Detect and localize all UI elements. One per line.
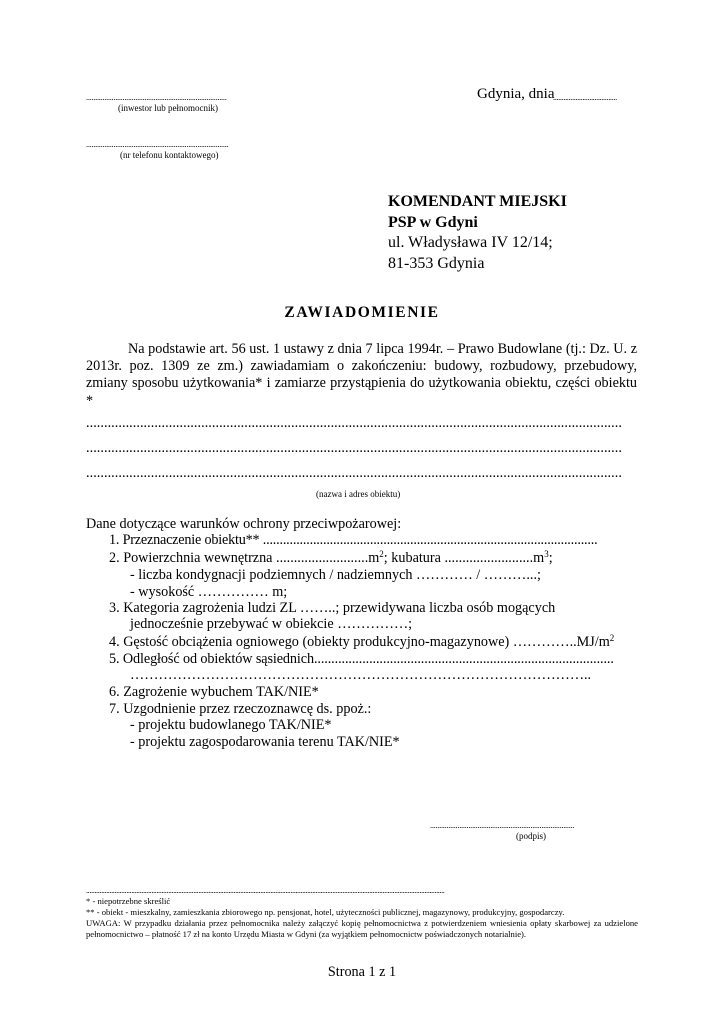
item-5-line-2[interactable]: …………………………………………………………………………………….. — [130, 667, 592, 683]
item-7-site-project: - projektu zagospodarowania terenu TAK/NIE* — [130, 734, 400, 750]
intro-paragraph: Na podstawie art. 56 ust. 1 ustawy z dnia 7 lipca 1994r. – Prawo Budowlane (tj.: Dz. U. z 2013r. poz. 1309 ze zm.) zawiadamiam o zakończeniu: budowy, rozbudowy, przebudowy, zmiany sposobu użytkowania* i zamiarze przystąpienia do użytkowania obiektu, części obiektu * — [86, 341, 637, 409]
item-3-line-2[interactable]: jednocześnie przebywać w obiekcie ……………; — [130, 616, 413, 632]
addressee-line4: 81-353 Gdynia — [388, 255, 485, 272]
item-5-line-1[interactable]: 5. Odległość od obiektów sąsiednich....................................................................................... — [109, 651, 614, 667]
object-caption: (nazwa i adres obiektu) — [316, 489, 401, 499]
item-1-text: 1. Przeznaczenie obiektu** .................................................................................................... — [109, 532, 598, 548]
signature-caption: (podpis) — [516, 831, 546, 841]
item-2-floors[interactable]: - liczba kondygnacji podziemnych / nadziemnych ………… / ………...; — [130, 567, 541, 583]
item-2-sup-volume: 3 — [544, 549, 549, 559]
signature-dots[interactable]: ............................................................................... — [430, 820, 575, 830]
footnote-1: * - niepotrzebne skreślić — [86, 896, 171, 906]
page-number: Strona 1 z 1 — [327, 964, 397, 980]
phone-caption: (nr telefonu kontaktowego) — [120, 150, 219, 160]
item-4-sup: 2 — [609, 633, 615, 643]
object-dots-line-2[interactable]: ..................................................................................................................................................... — [86, 440, 622, 456]
footnotes-block — [86, 896, 638, 940]
item-3-line-1[interactable]: 3. Kategoria zagrożenia ludzi ZL ……..; przewidywana liczba osób mogących — [109, 600, 556, 616]
fire-data-heading: Dane dotyczące warunków ochrony przeciwpożarowej: — [86, 516, 402, 532]
document-title: ZAWIADOMIENIE — [284, 304, 440, 321]
object-dots-line-1[interactable]: ..................................................................................................................................................... — [86, 415, 622, 431]
footnote-separator: ...................................................................................................................................................................................................................... — [86, 885, 445, 895]
item-2-end: ; — [548, 550, 553, 566]
item-4-fire-load[interactable] — [109, 634, 614, 651]
item-7-building-project: - projektu budowlanego TAK/NIE* — [130, 717, 332, 733]
item-2-sup-area: 2 — [379, 549, 384, 559]
footnote-3: UWAGA: W przypadku działania przez pełnomocnika należy załączyć kopię pełnomocnictwa z potwierdzeniem wniesienia opłaty skarbowej za udzielone pełnomocnictwo – płatność 17 zł na konto Urzędu Miasta w Gdyni (za wyjątkiem pełnomocnictw poświadczonych notarialnie). — [86, 918, 638, 939]
item-4-text: 4. Gęstość obciążenia ogniowego (obiekty produkcyjno-magazynowe) …………..MJ/m — [109, 634, 610, 650]
item-7-approval: 7. Uzgodnienie przez rzeczoznawcę ds. ppoż.: — [109, 701, 372, 717]
object-dots-line-3[interactable]: ..................................................................................................................................................... — [86, 465, 622, 481]
addressee-line2: PSP w Gdyni — [388, 214, 478, 231]
investor-caption: (inwestor lub pełnomocnik) — [118, 103, 218, 113]
phone-dots[interactable]: .............................................................................. — [86, 139, 229, 149]
footnote-2: ** - obiekt - mieszkalny, zamieszkania zbiorowego np. pensjonat, hotel, użyteczności publicznej, magazynowy, produkcyjny, gospodarczy. — [86, 907, 565, 917]
addressee-line3: ul. Władysława IV 12/14; — [388, 234, 553, 251]
addressee-line1: KOMENDANT MIEJSKI — [388, 193, 567, 210]
item-2-volume: ; kubatura .........................m — [383, 550, 545, 566]
item-2-area: 2. Powierzchnia wewnętrzna ..........................m — [109, 550, 380, 566]
place-date-label: Gdynia, dnia — [477, 86, 555, 102]
investor-dots[interactable]: ............................................................................. — [86, 92, 227, 102]
item-2-height[interactable]: - wysokość …………… m; — [130, 584, 288, 600]
item-1-purpose[interactable] — [109, 532, 597, 549]
item-2-area-volume[interactable] — [109, 550, 553, 567]
place-date-field[interactable]: ..................................... — [553, 92, 617, 102]
item-6-explosion: 6. Zagrożenie wybuchem TAK/NIE* — [109, 684, 319, 700]
